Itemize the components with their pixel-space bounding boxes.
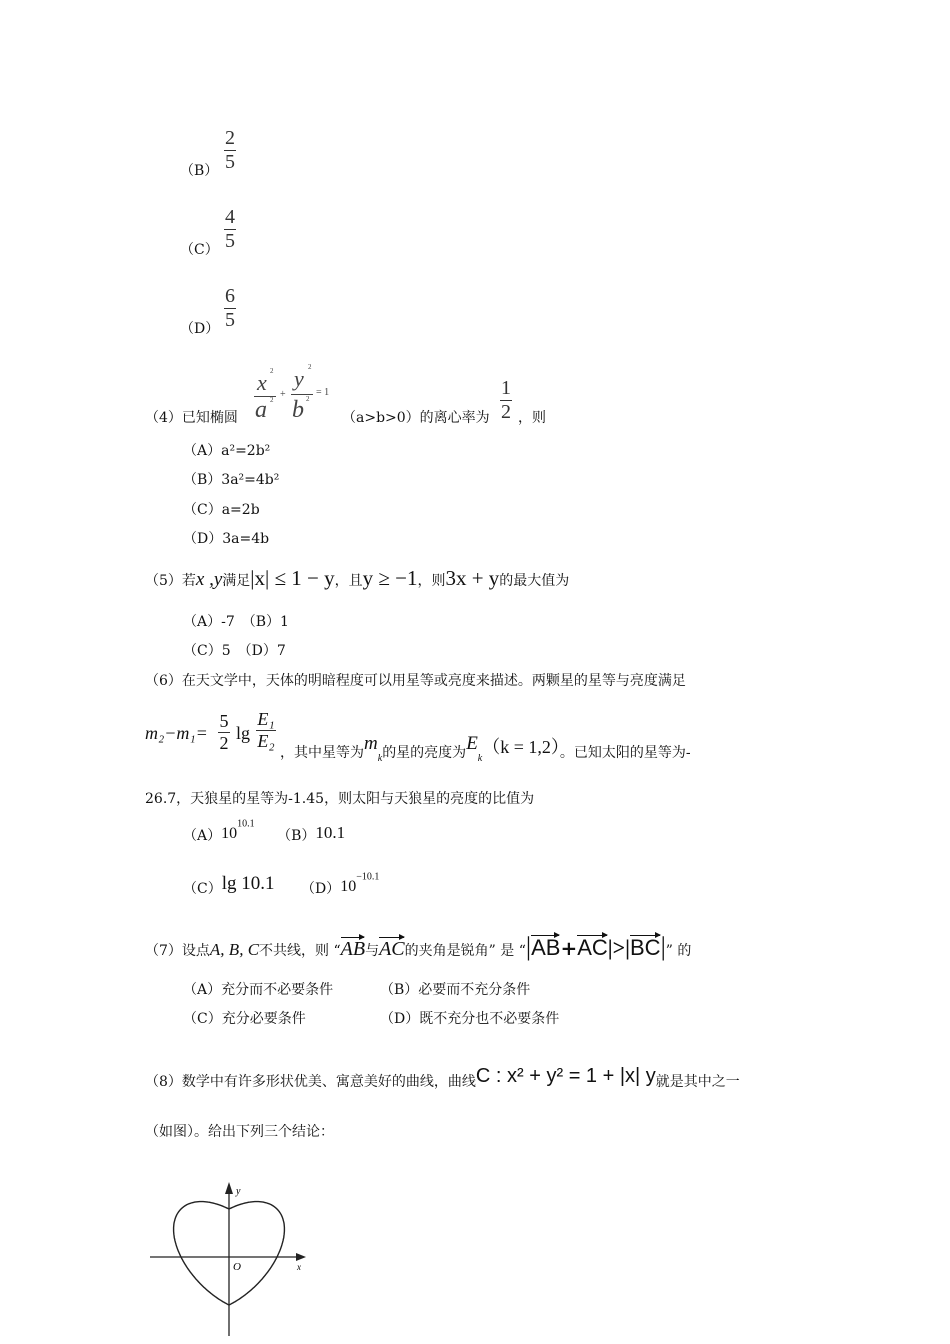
- q6-option-d-base: 10: [340, 878, 357, 895]
- q6-option-c-value: lg 10.1: [221, 873, 275, 894]
- q4-option-b: （B）3a²=4b²: [183, 472, 280, 488]
- q4-option-d: （D）3a=4b: [183, 531, 270, 547]
- numerator: 6: [225, 285, 235, 307]
- eq-rhs: = 1: [316, 387, 330, 398]
- denominator: 5: [225, 230, 235, 252]
- q6-formula-lg: lg: [236, 723, 251, 743]
- q5-prefix: （5）若: [145, 573, 196, 589]
- q5-options-row2: （C）5 （D）7: [183, 643, 286, 659]
- q5-and: ，且: [334, 573, 363, 589]
- q6-option-c-label: （C）: [183, 881, 222, 897]
- denominator: 5: [225, 309, 235, 331]
- q4-prefix: （4）已知椭圆: [145, 410, 238, 426]
- q6-text-c: 。已知太阳的星等为-: [559, 745, 691, 761]
- q5-cond2: y ≥ −1: [362, 566, 418, 590]
- denominator: 2: [219, 732, 229, 753]
- q6-text-b: 的星的亮度为: [382, 745, 467, 761]
- denominator: E₂: [257, 730, 275, 751]
- q4-suffix: ，则: [518, 410, 546, 426]
- eq-exp: 2: [270, 367, 274, 375]
- q6-ek: E: [466, 733, 478, 754]
- q7-points: A, B, C: [209, 940, 260, 959]
- eq-b: b: [292, 397, 304, 423]
- q6-option-a-exp: 10.1: [237, 818, 255, 830]
- q6-k-cond: （k = 1,2）: [482, 737, 560, 757]
- q7-with: 与: [365, 943, 380, 959]
- y-axis-arrow-icon: [225, 1182, 233, 1194]
- numerator: E₁: [257, 709, 275, 729]
- q7-vector-ac: AC: [379, 938, 405, 960]
- eq-exp: 2: [308, 363, 312, 371]
- q6-formula-lhs: m₂−m₁=: [145, 723, 208, 743]
- q5-options-row1: （A）-7 （B）1: [183, 614, 289, 630]
- q5-then: ，则: [417, 573, 446, 589]
- q7-vector-ac-2: AC: [577, 935, 608, 960]
- eq-y: y: [294, 366, 304, 391]
- q8-line2: （如图）。给出下列三个结论：: [145, 1124, 334, 1140]
- x-axis-arrow-icon: [296, 1253, 306, 1261]
- q6-text-a: ，其中星等为: [280, 745, 364, 761]
- q6-mk-sub: k: [377, 752, 383, 764]
- q6-option-b-value: 10.1: [315, 823, 346, 842]
- denominator: 2: [501, 401, 511, 423]
- denominator: 5: [225, 151, 235, 173]
- q6-option-d-exp: −10.1: [356, 871, 380, 883]
- q5-suffix: 的最大值为: [499, 573, 570, 589]
- origin-label: O: [233, 1261, 241, 1273]
- eq-a: a: [255, 397, 267, 423]
- numerator: 2: [225, 127, 235, 149]
- q3-option-c-label: （C）: [180, 242, 219, 258]
- q3-option-b-label: （B）: [180, 163, 219, 179]
- q7-plus: +: [560, 936, 578, 960]
- q4-condition: （a>b>0）的离心率为: [342, 410, 490, 426]
- q5-cond1: |x| ≤ 1 − y: [250, 566, 335, 590]
- q8-curve-equation: C : x² + y² = 1 + |x| y: [475, 1065, 656, 1087]
- eq-exp: 2: [270, 396, 274, 404]
- q5-expr: 3x + y: [445, 566, 500, 590]
- q6-option-a-label: （A）: [183, 828, 222, 844]
- x-axis-label: x: [297, 1262, 301, 1272]
- q7-abs-right: |: [660, 932, 666, 961]
- q7-vector-ab-2: AB: [531, 935, 561, 960]
- q5-vars: x ,y: [195, 569, 223, 590]
- q7-suffix: ” 的: [665, 943, 692, 959]
- q6-option-a-base: 10: [221, 825, 238, 842]
- q6-mk: m: [364, 733, 378, 754]
- q7-option-b: （B）必要而不充分条件: [380, 982, 531, 998]
- q8-text: （8）数学中有许多形状优美、寓意美好的曲线，曲线: [145, 1074, 476, 1090]
- q7-option-c: （C）充分必要条件: [183, 1011, 306, 1027]
- q4-option-a: （A）a²=2b²: [183, 443, 271, 459]
- q7-vector-bc: BC: [630, 935, 661, 960]
- q4-option-c: （C）a=2b: [183, 502, 260, 518]
- eq-exp: 2: [306, 395, 310, 403]
- eq-x: x: [257, 370, 267, 395]
- y-axis-label: y: [236, 1186, 241, 1197]
- q7-vector-ab: AB: [340, 938, 366, 960]
- q7-option-a: （A）充分而不必要条件: [183, 982, 334, 998]
- q5-mid: 满足: [222, 573, 251, 589]
- q6-option-b-label: （B）: [277, 828, 316, 844]
- q8-text-end: 就是其中之一: [655, 1074, 740, 1090]
- q7-option-d: （D）既不充分也不必要条件: [380, 1011, 560, 1027]
- q7-prefix: （7）设点: [145, 943, 210, 959]
- numerator: 5: [219, 711, 229, 731]
- q6-line1: （6）在天文学中，天体的明暗程度可以用星等或亮度来描述。两颗星的星等与亮度满足: [145, 673, 686, 689]
- q7-text-a: 不共线，则 “: [259, 943, 341, 959]
- q7-text-b: 的夹角是锐角” 是 “: [404, 943, 526, 959]
- q6-line3: 26.7，天狼星的星等为-1.45，则太阳与天狼星的亮度的比值为: [145, 791, 535, 807]
- q7-abs-left: |: [525, 932, 532, 961]
- q6-ek-sub: k: [477, 752, 483, 764]
- eq-plus: +: [280, 389, 286, 400]
- numerator: 1: [501, 377, 511, 399]
- q3-option-d-label: （D）: [180, 321, 220, 337]
- numerator: 4: [225, 206, 235, 228]
- q7-gt: |>|: [607, 935, 630, 960]
- q6-option-d-label: （D）: [300, 881, 341, 897]
